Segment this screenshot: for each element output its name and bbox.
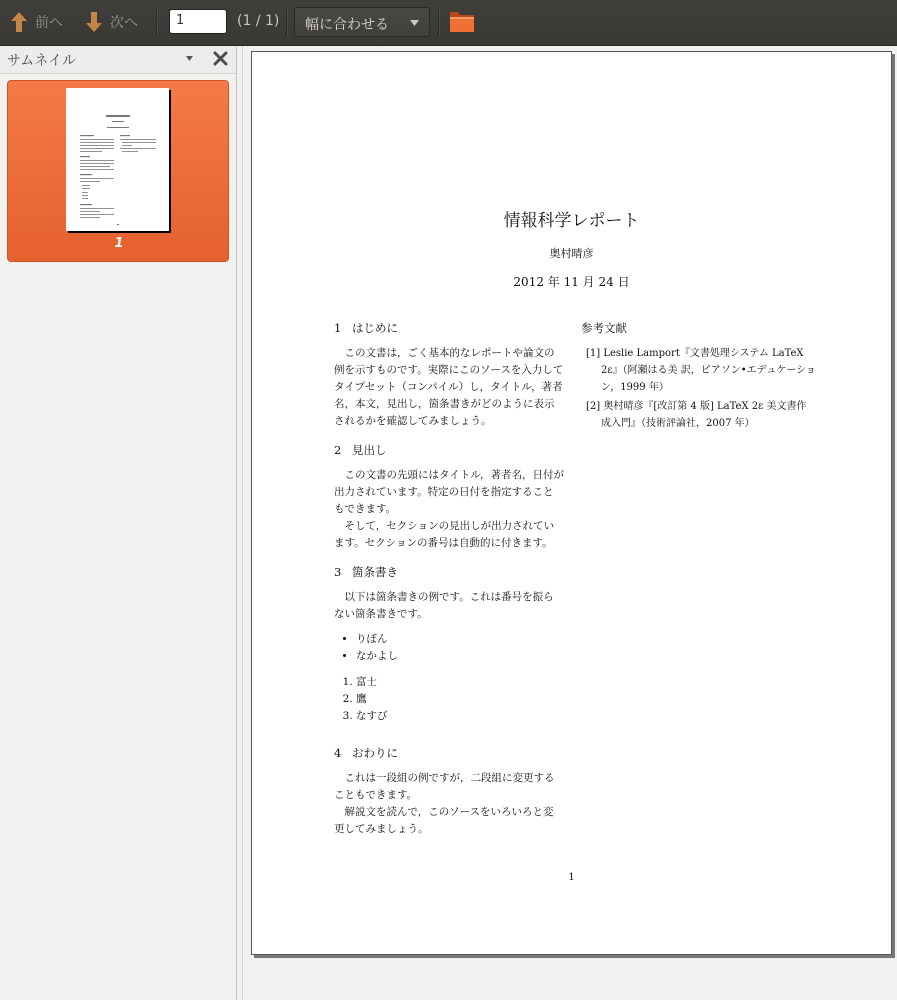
sidebar-title[interactable]: サムネイル [7,53,77,69]
document-date: 2012 年 11 月 24 日 [513,275,630,289]
references-heading: 参考文献 [581,321,627,335]
open-document-button[interactable] [449,9,475,37]
left-column [334,320,564,838]
page-thumbnail-preview [66,88,169,231]
list-item: 3. なすび [356,708,564,725]
previous-page-label: 前へ [35,15,63,31]
section-heading [334,745,564,762]
chevron-down-icon[interactable] [186,56,193,61]
paragraph: この文書は，ごく基本的なレポートや論文の例を示すものです。実際にこのソースを入力してタイプセット（コンパイル）し，タイトル，著者名，本文，見出し，箇条書きがどのように表示されるかを確認してみましょう。 [334,347,564,427]
next-page-label: 次へ [110,15,138,31]
toolbar-separator [438,8,439,36]
chevron-down-icon [410,20,419,26]
section-heading [334,442,564,459]
reference-item: [2] 奥村晴彦『[改訂第 4 版] LaTeX 2ε 美文書作成入門』（技術評論社，2007 年） [586,401,807,429]
paragraph: この文書の先頭にはタイトル，著者名，日付が出力されています。特定の日付を指定することもできます。 [334,469,564,515]
arrow-up-icon [9,11,29,33]
sidebar-header [0,46,236,74]
reference-item: [1] Leslie Lamport『文書処理システム LaTeX 2ε』（阿瀬はる美 訳，ピアソン•エデュケーション，1999 年） [586,348,816,393]
list-item: • りぼん [356,631,564,648]
zoom-select-label: 幅に合わせる [305,17,389,33]
paragraph: これは一段組の例ですが，二段組に変更することもできます。 [334,772,555,801]
toolbar-separator [156,8,157,36]
list-item: 2. 鷹 [356,691,564,708]
numbered-list [334,674,564,725]
previous-page-button[interactable] [9,8,63,36]
zoom-select[interactable] [294,7,430,37]
paragraph: 解説文を読んで，このソースをいろいろと変更してみましょう。 [334,806,554,835]
thumbnail-item[interactable] [7,80,229,262]
section-heading [334,320,564,337]
list-item: 1. 富士 [356,674,564,691]
close-icon[interactable] [213,51,228,66]
page-count: (1 / 1) [237,13,280,29]
section-number: 2 [334,443,342,457]
folder-icon [449,9,475,33]
next-page-button[interactable] [84,8,138,36]
thumbnail-page-label: 1 [114,236,124,251]
right-column [581,320,816,432]
section-number: 4 [334,746,342,760]
toolbar [0,0,897,46]
section-title: 箇条書き [352,565,398,579]
page-number-input[interactable]: 1 [169,9,227,34]
sidebar [0,46,237,1000]
document-title: 情報科学レポート [503,211,640,231]
list-item: • なかよし [356,648,564,665]
section-title: はじめに [352,321,398,335]
section-heading [334,564,564,581]
section-title: 見出し [352,443,387,457]
page-thumbnail [66,88,169,231]
section-title: おわりに [352,746,398,760]
section-number: 1 [334,321,342,335]
document-view[interactable] [242,46,897,1000]
paragraph: そして，セクションの見出しが出力されています。セクションの番号は自動的に付きます。 [334,520,555,549]
document-page [251,51,892,955]
document-author: 奥村晴彦 [549,247,594,260]
section-number: 3 [334,565,342,579]
paragraph: 以下は箇条書きの例です。これは番号を振らない箇条書きです。 [334,591,554,620]
page-number: 1 [568,872,575,883]
toolbar-separator [286,8,287,36]
bullet-list [334,631,564,665]
arrow-down-icon [84,11,104,33]
